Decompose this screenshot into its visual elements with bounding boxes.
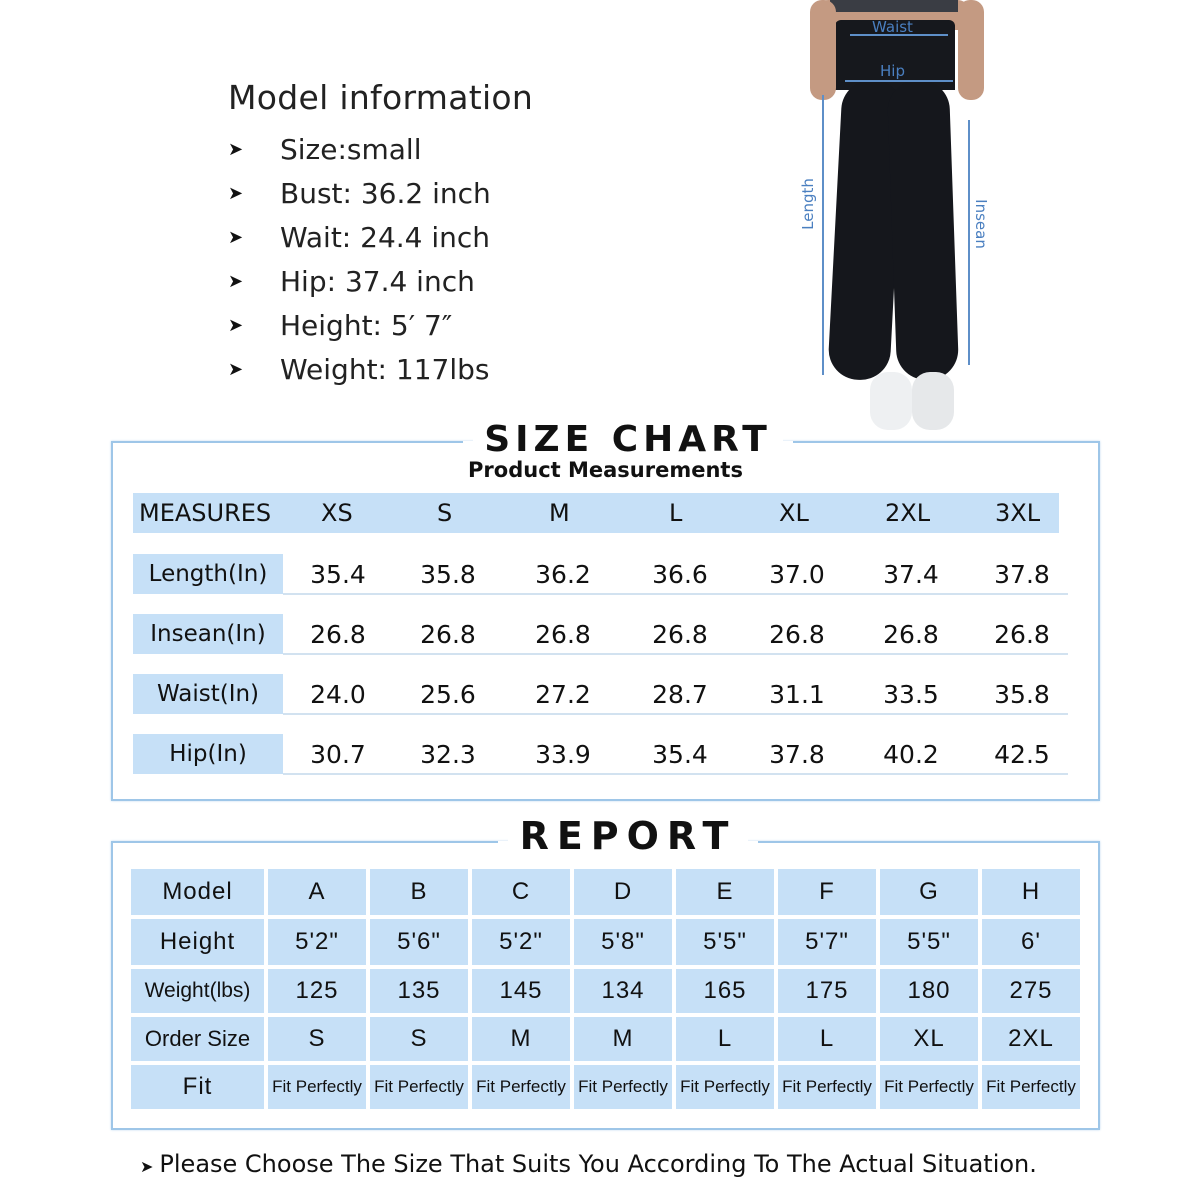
waist-label: Waist (872, 18, 913, 36)
model-info-text: Height: 5′ 7″ (280, 308, 453, 342)
model-info-item (228, 347, 533, 391)
model-info-text: Weight: 117lbs (280, 352, 490, 386)
cell: 35.4 (652, 739, 708, 769)
report-row-order-size (131, 1017, 1080, 1061)
cell: 26.8 (883, 619, 939, 649)
model-information-list (228, 127, 533, 391)
cell: 5'2" (268, 919, 366, 965)
hip-label: Hip (880, 62, 905, 80)
header-size: S (437, 499, 453, 527)
model-information-title: Model information (228, 78, 534, 117)
box-top-border-left (113, 841, 498, 843)
row-label: Order Size (131, 1017, 264, 1061)
arrow-bullet-icon: ➤ (228, 182, 244, 204)
cell: D (574, 869, 672, 915)
cell: Fit Perfectly (676, 1065, 774, 1109)
cell: B (370, 869, 468, 915)
row-label: Insean(In) (133, 614, 283, 654)
cell: 24.0 (310, 679, 366, 709)
row-label: Model (131, 869, 264, 915)
row-label: Waist(In) (133, 674, 283, 714)
size-chart-box (111, 419, 1100, 801)
report-row-fit (131, 1065, 1080, 1109)
row-divider (283, 773, 1068, 775)
cell: 6' (982, 919, 1080, 965)
cell: 2XL (982, 1017, 1080, 1061)
report-row-model (131, 869, 1080, 915)
cell: L (676, 1017, 774, 1061)
cell: 26.8 (652, 619, 708, 649)
model-info-text: Bust: 36.2 inch (280, 176, 491, 210)
row-divider (283, 653, 1068, 655)
arrow-bullet-icon: ➤ (140, 1157, 154, 1176)
left-arm (810, 0, 836, 100)
size-chart-header-row (133, 493, 1059, 533)
length-label: Length (798, 178, 817, 230)
cell: 26.8 (310, 619, 366, 649)
leggings-model-figure (790, 0, 1010, 440)
cell: 36.2 (535, 559, 591, 589)
cell: 175 (778, 969, 876, 1013)
cell: Fit Perfectly (778, 1065, 876, 1109)
model-info-item (228, 303, 533, 347)
row-label: Height (131, 919, 264, 965)
footer-text: Please Choose The Size That Suits You According To The Actual Situation. (159, 1150, 1037, 1178)
report-row-height (131, 919, 1080, 965)
cell: 165 (676, 969, 774, 1013)
cell: S (370, 1017, 468, 1061)
arrow-bullet-icon: ➤ (228, 270, 244, 292)
header-size: 2XL (885, 499, 931, 527)
arrow-bullet-icon: ➤ (228, 226, 244, 248)
size-chart-row-hip (133, 734, 1068, 774)
cell: 31.1 (769, 679, 825, 709)
cell: 5'7" (778, 919, 876, 965)
arrow-bullet-icon: ➤ (228, 314, 244, 336)
model-info-text: Hip: 37.4 inch (280, 264, 475, 298)
cell: 42.5 (994, 739, 1050, 769)
arrow-bullet-icon: ➤ (228, 358, 244, 380)
box-top-border-left (113, 441, 463, 443)
arrow-bullet-icon: ➤ (228, 138, 244, 160)
cell: XL (880, 1017, 978, 1061)
row-label: Length(In) (133, 554, 283, 594)
cell: 26.8 (535, 619, 591, 649)
crop-top (830, 0, 958, 12)
cell: 35.8 (420, 559, 476, 589)
left-sneaker (870, 372, 912, 430)
model-info-item (228, 171, 533, 215)
footer-note (140, 1150, 1037, 1178)
cell: S (268, 1017, 366, 1061)
cell: 134 (574, 969, 672, 1013)
size-chart-title: SIZE CHART (473, 419, 783, 460)
cell: H (982, 869, 1080, 915)
right-leg (887, 79, 959, 381)
cell: 5'5" (880, 919, 978, 965)
cell: 5'6" (370, 919, 468, 965)
header-size: L (669, 499, 683, 527)
cell: Fit Perfectly (370, 1065, 468, 1109)
model-info-item (228, 259, 533, 303)
model-info-item (228, 127, 533, 171)
hip-measure-line (845, 80, 953, 82)
box-top-border-right (758, 841, 1098, 843)
header-size: 3XL (995, 499, 1041, 527)
cell: 40.2 (883, 739, 939, 769)
cell: F (778, 869, 876, 915)
cell: 35.4 (310, 559, 366, 589)
cell: 145 (472, 969, 570, 1013)
cell: 30.7 (310, 739, 366, 769)
cell: 26.8 (420, 619, 476, 649)
size-chart-row-inseam (133, 614, 1068, 654)
cell: A (268, 869, 366, 915)
cell: 5'2" (472, 919, 570, 965)
cell: 32.3 (420, 739, 476, 769)
row-label: Hip(In) (133, 734, 283, 774)
cell: 35.8 (994, 679, 1050, 709)
header-size: XS (321, 499, 353, 527)
cell: M (472, 1017, 570, 1061)
model-info-text: Size:small (280, 132, 422, 166)
cell: Fit Perfectly (268, 1065, 366, 1109)
cell: L (778, 1017, 876, 1061)
cell: 37.4 (883, 559, 939, 589)
report-title: REPORT (508, 814, 748, 858)
cell: C (472, 869, 570, 915)
size-chart-row-waist (133, 674, 1068, 714)
header-size: M (549, 499, 570, 527)
report-row-weight (131, 969, 1080, 1013)
cell: Fit Perfectly (982, 1065, 1080, 1109)
cell: 37.8 (769, 739, 825, 769)
right-arm (958, 0, 984, 100)
report-table (127, 865, 1084, 1113)
model-information (228, 78, 533, 391)
row-label: Fit (131, 1065, 264, 1109)
cell: 26.8 (994, 619, 1050, 649)
cell: 125 (268, 969, 366, 1013)
cell: 5'8" (574, 919, 672, 965)
model-info-text: Wait: 24.4 inch (280, 220, 491, 254)
cell: 26.8 (769, 619, 825, 649)
box-top-border-right (793, 441, 1098, 443)
cell: E (676, 869, 774, 915)
cell: M (574, 1017, 672, 1061)
cell: Fit Perfectly (880, 1065, 978, 1109)
header-size: XL (779, 499, 809, 527)
cell: 180 (880, 969, 978, 1013)
model-info-item (228, 215, 533, 259)
cell: 37.8 (994, 559, 1050, 589)
cell: 28.7 (652, 679, 708, 709)
cell: 5'5" (676, 919, 774, 965)
right-sneaker (912, 372, 954, 430)
cell: 135 (370, 969, 468, 1013)
size-chart-row-length (133, 554, 1068, 594)
cell: Fit Perfectly (472, 1065, 570, 1109)
length-measure-line (822, 95, 824, 375)
cell: G (880, 869, 978, 915)
row-divider (283, 593, 1068, 595)
row-divider (283, 713, 1068, 715)
header-measures: MEASURES (139, 499, 272, 527)
cell: 275 (982, 969, 1080, 1013)
cell: 36.6 (652, 559, 708, 589)
cell: 33.5 (883, 679, 939, 709)
cell: 33.9 (535, 739, 591, 769)
cell: 27.2 (535, 679, 591, 709)
cell: 37.0 (769, 559, 825, 589)
cell: 25.6 (420, 679, 476, 709)
size-chart-subtitle: Product Measurements (468, 458, 743, 482)
report-box (111, 814, 1100, 1130)
inseam-measure-line (968, 120, 970, 365)
row-label: Weight(lbs) (131, 969, 264, 1013)
cell: Fit Perfectly (574, 1065, 672, 1109)
inseam-label: Insean (971, 199, 990, 249)
